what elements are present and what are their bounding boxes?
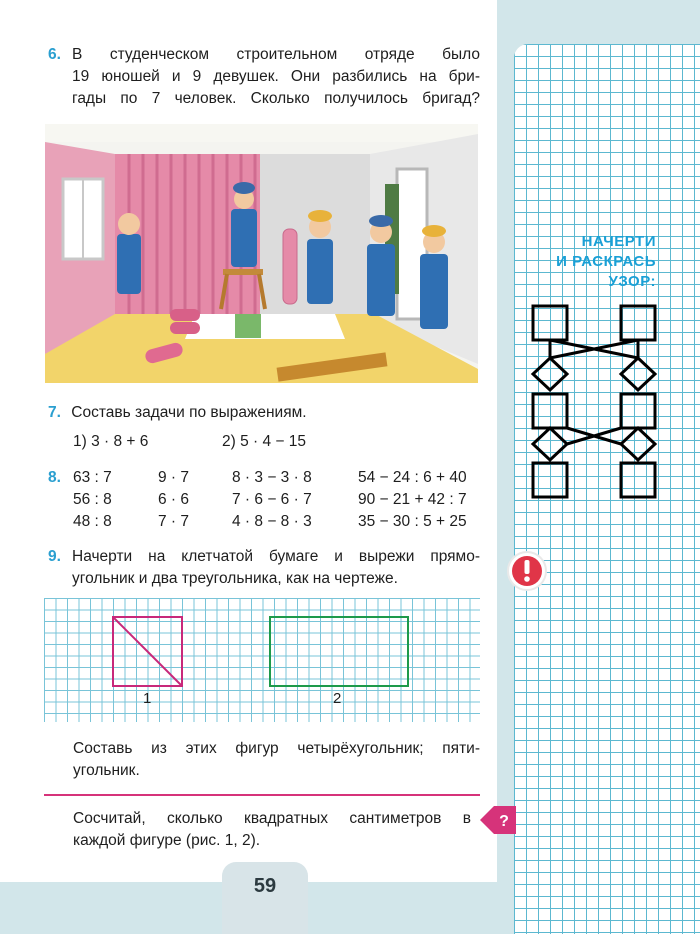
math-expression: 8 · 3 − 3 · 8 [232,469,312,486]
task-text-line: Сосчитай, сколько квадратных сантиметров в [73,810,471,827]
figure-2-rectangle [270,617,408,686]
count-task [73,808,471,852]
task-number: 8. [48,469,61,486]
pattern-title-line: И РАСКРАСЬ [556,253,656,270]
question-icon [480,806,516,834]
figure-2-label: 2 [333,690,342,707]
math-expression: 54 − 24 : 6 + 40 [358,469,467,486]
task-text-line: каждой фигуре (рис. 1, 2). [73,832,261,849]
task-text-line: Составь из этих фигур четырёхугольник; пяти- [73,740,480,757]
math-expression: 56 : 8 [73,491,112,508]
task-7 [48,402,478,424]
task-text-line: угольник и два треугольника, как на чертеже. [72,570,398,587]
students-renovating-room-illustration [45,124,478,383]
svg-text:?: ? [499,813,509,830]
task-text-line: В студенческом строительном отряде было [72,46,480,63]
task-6 [48,44,480,110]
task-9 [48,546,480,590]
figures-drawing [44,598,480,722]
task-text-line: гады по 7 человек. Сколько получилось бригад? [72,90,480,107]
pattern-title-line: УЗОР: [608,273,656,290]
compose-task [73,738,480,782]
task-number: 6. [48,46,61,63]
task-number: 9. [48,548,61,565]
page-number: 59 [253,875,277,897]
math-expression: 7 · 7 [158,513,190,530]
pattern-drawing [525,300,665,500]
task-text-line: 19 юношей и 9 девушек. Они разбились на бри- [72,68,480,85]
pattern-title [540,232,656,292]
expression-1: 1) 3 · 8 + 6 [73,433,149,450]
figure-1-diagonal [113,617,182,686]
figure-1-label: 1 [143,690,152,707]
math-expression: 35 − 30 : 5 + 25 [358,513,467,530]
exclamation-icon [506,550,548,592]
math-expression: 7 · 6 − 6 · 7 [232,491,312,508]
page-number-tab [222,862,308,934]
math-expression: 63 : 7 [73,469,112,486]
task-text: Составь задачи по выражениям. [71,404,307,421]
expression-2: 2) 5 · 4 − 15 [222,433,307,450]
math-expression: 4 · 8 − 8 · 3 [232,513,312,530]
math-expression: 9 · 7 [158,469,190,486]
task-text-line: угольник. [73,762,140,779]
math-expression: 6 · 6 [158,491,190,508]
divider-line [44,794,480,796]
task-text-line: Начерти на клетчатой бумаге и вырежи прямо- [72,548,480,565]
task-number: 7. [48,404,61,421]
math-expression: 90 − 21 + 42 : 7 [358,491,467,508]
math-expression: 48 : 8 [73,513,112,530]
pattern-title-line: НАЧЕРТИ [581,233,656,250]
